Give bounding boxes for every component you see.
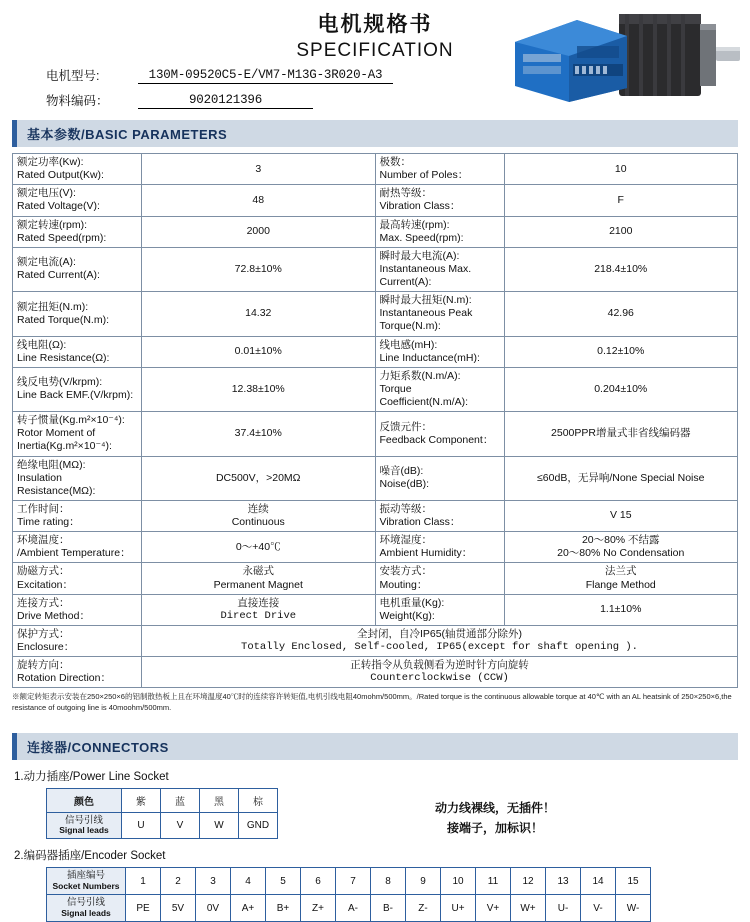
signal-cell: Z- — [406, 895, 441, 922]
param-label — [375, 216, 504, 247]
socket-number-cell: 1 — [126, 868, 161, 895]
param-label-en: Line Resistance(Ω): — [17, 351, 110, 364]
param-label — [375, 563, 504, 594]
socket-number-cell: 10 — [441, 868, 476, 895]
signal-cell: U — [122, 812, 161, 839]
signal-cell: B+ — [266, 895, 301, 922]
param-label-en: Time rating： — [17, 516, 80, 528]
param-value-en: Continuous — [231, 516, 285, 528]
param-label-cn: 额定电流(A): — [17, 256, 76, 269]
footnote: ※额定转矩表示安装在250×250×6的铝制散热板上且在环境温度40℃时的连续容许转矩值,电机引线电阻40mohm/500mm。/Rated torque is the continuous allowable torque at 40℃ with an AL heatsink of 250×250×6,the resistance of outgoing line is 40moohm/500mm. — [12, 692, 732, 712]
param-label — [13, 594, 142, 625]
model-info — [46, 66, 393, 116]
param-label-cn: 旋转方向： — [17, 659, 70, 672]
param-label-en: Line Back EMF.(V/krpm): — [17, 389, 134, 402]
param-value: 10 — [504, 154, 738, 185]
socket-number-cell: 5 — [266, 868, 301, 895]
param-label — [13, 500, 142, 531]
model-number-value: 130M-09520C5-E/VM7-M13G-3R020-A3 — [138, 68, 393, 84]
material-code-value: 9020121396 — [138, 93, 313, 109]
param-label-cn: 额定功率(Kw): — [17, 156, 84, 168]
param-value — [504, 563, 738, 594]
param-label-en: Torque Coefficient(N.m/A): — [379, 382, 468, 408]
param-label-cn: 电机重量(Kg): — [379, 596, 445, 609]
param-label — [13, 247, 142, 291]
signal-cell: W — [200, 812, 239, 839]
param-value — [142, 657, 738, 688]
param-label — [375, 154, 504, 185]
param-value: DC500V，>20MΩ — [142, 456, 376, 500]
table-row — [13, 625, 738, 656]
param-label-cn: 保护方式： — [17, 627, 70, 640]
socket-numbers-header-en: Socket Numbers — [52, 880, 120, 891]
power-line-note — [380, 798, 610, 839]
param-value: 2000 — [142, 216, 376, 247]
param-value: 0.204±10% — [504, 367, 738, 411]
param-value: 72.8±10% — [142, 247, 376, 291]
param-label — [13, 657, 142, 688]
power-socket-block — [0, 788, 750, 840]
param-value-en: Counterclockwise (CCW) — [370, 672, 509, 685]
param-label — [13, 154, 142, 185]
param-label — [375, 500, 504, 531]
param-value-cn: 永磁式 — [242, 565, 274, 578]
color-cell: 黑 — [200, 788, 239, 812]
material-code-label: 物料编码： — [46, 94, 109, 108]
param-label — [13, 625, 142, 656]
param-label-en: Instantaneous Peak Torque(N.m): — [379, 307, 473, 333]
param-label-cn: 额定转速(rpm): — [17, 218, 87, 231]
param-value: 0.01±10% — [142, 336, 376, 367]
socket-number-cell: 11 — [476, 868, 511, 895]
document-header — [0, 0, 750, 120]
param-label-en: Insulation Resistance(MΩ): — [17, 471, 96, 497]
param-value — [142, 563, 376, 594]
param-label-en: Max. Speed(rpm): — [379, 231, 464, 244]
socket-number-cell: 14 — [581, 868, 616, 895]
param-label-en: Excitation： — [17, 578, 74, 591]
param-value-en: Totally Enclosed, Self-cooled, IP65(except for shaft opening ). — [241, 641, 638, 653]
signal-cell: PE — [126, 895, 161, 922]
basic-parameters-table — [12, 153, 738, 688]
param-label-cn: 反馈元件： — [379, 420, 432, 433]
param-value — [142, 625, 738, 656]
table-row — [13, 500, 738, 531]
table-row — [13, 247, 738, 291]
socket-numbers-header — [47, 868, 126, 895]
socket-number-cell: 13 — [546, 868, 581, 895]
param-label — [375, 456, 504, 500]
param-value-cn: 法兰式 — [605, 565, 637, 578]
signal-cell: U+ — [441, 895, 476, 922]
param-label-en: Line Inductance(mH): — [379, 351, 480, 364]
motor-photo — [507, 2, 742, 112]
param-value: ≤60dB，无异响/None Special Noise — [504, 456, 738, 500]
param-label-en: Rotation Direction： — [17, 672, 111, 685]
param-label-cn: 励磁方式： — [17, 565, 70, 578]
param-label — [375, 594, 504, 625]
signal-cell: GND — [239, 812, 278, 839]
param-label — [375, 367, 504, 411]
param-label-en: Feedback Component： — [379, 433, 494, 446]
socket-number-cell: 3 — [196, 868, 231, 895]
signal-cell: A- — [336, 895, 371, 922]
param-label-en: Rated Speed(rpm): — [17, 231, 107, 244]
socket-number-cell: 9 — [406, 868, 441, 895]
page-title-cn: 电机规格书 — [317, 13, 433, 36]
param-label-en: Rotor Moment of Inertia(Kg.m²×10⁻⁴): — [17, 427, 112, 453]
socket-number-cell: 4 — [231, 868, 266, 895]
param-label-en: Mouting： — [379, 578, 428, 591]
param-label — [13, 563, 142, 594]
param-label — [13, 216, 142, 247]
signal-cell: V — [161, 812, 200, 839]
param-label-cn: 最高转速(rpm): — [379, 218, 450, 231]
param-label-en: Rated Torque(N.m): — [17, 313, 110, 326]
param-value: 42.96 — [504, 292, 738, 336]
param-value — [142, 594, 376, 625]
param-value-en: Permanent Magnet — [213, 578, 303, 591]
param-label-cn: 噪音(dB): — [379, 465, 424, 478]
param-value: 48 — [142, 185, 376, 216]
param-label-en: Vibration Class： — [379, 200, 461, 213]
param-value: 2500PPR增量式非省线编码器 — [504, 412, 738, 456]
param-value: 14.32 — [142, 292, 376, 336]
param-label-cn: 线电感(mH): — [379, 338, 438, 351]
table-row — [47, 895, 651, 922]
param-label — [375, 247, 504, 291]
table-row — [13, 216, 738, 247]
signal-cell: B- — [371, 895, 406, 922]
param-label — [13, 292, 142, 336]
param-value: 1.1±10% — [504, 594, 738, 625]
signal-cell: U- — [546, 895, 581, 922]
signal-cell: Z+ — [301, 895, 336, 922]
param-value: 0.12±10% — [504, 336, 738, 367]
socket-number-cell: 7 — [336, 868, 371, 895]
param-label-cn: 转子惯量(Kg.m²×10⁻⁴): — [17, 414, 125, 427]
param-label-cn: 环境温度： — [17, 534, 70, 547]
signal-cell: V- — [581, 895, 616, 922]
param-label-en: Instantaneous Max. Current(A): — [379, 262, 472, 288]
param-label-en: Drive Method： — [17, 609, 90, 622]
param-label-en: Ambient Humidity： — [379, 547, 473, 560]
table-row — [47, 788, 278, 812]
param-label-cn: 线电阻(Ω): — [17, 338, 67, 351]
page-title-en: SPECIFICATION — [296, 40, 454, 61]
param-label-cn: 振动等级： — [379, 502, 432, 515]
param-label-en: Number of Poles： — [379, 169, 469, 182]
power-line-table — [46, 788, 278, 840]
signal-leads-header-en: Signal leads — [59, 825, 109, 836]
section-connectors: 连接器/CONNECTORS — [12, 733, 738, 760]
param-value: V 15 — [504, 500, 738, 531]
signal-leads-header-cn: 信号引线 — [66, 897, 105, 909]
param-label — [375, 292, 504, 336]
param-label-cn: 额定电压(V): — [17, 187, 76, 200]
param-value-en: Flange Method — [585, 578, 656, 591]
param-label-en: Enclosure： — [17, 641, 75, 653]
param-label-cn: 瞬时最大电流(A): — [379, 249, 460, 262]
color-header: 颜色 — [47, 788, 122, 812]
param-label-en: Vibration Class： — [379, 516, 461, 528]
param-label-en: Weight(Kg): — [379, 609, 435, 622]
param-label — [375, 185, 504, 216]
param-label — [375, 412, 504, 456]
param-value: 12.38±10% — [142, 367, 376, 411]
param-label-cn: 力矩系数(N.m/A): — [379, 369, 461, 382]
signal-cell: V+ — [476, 895, 511, 922]
table-row — [13, 367, 738, 411]
signal-leads-header — [47, 895, 126, 922]
color-cell: 紫 — [122, 788, 161, 812]
param-label-cn: 极数： — [379, 156, 411, 168]
param-label — [375, 336, 504, 367]
table-row — [13, 532, 738, 563]
param-label-en: Rated Output(Kw): — [17, 169, 104, 182]
table-row — [13, 657, 738, 688]
param-label-en: Rated Current(A): — [17, 269, 100, 282]
param-value — [504, 532, 738, 563]
param-label — [13, 185, 142, 216]
encoder-socket-table — [46, 867, 651, 922]
param-label-cn: 线反电势(V/krpm): — [17, 376, 103, 389]
signal-cell: 5V — [161, 895, 196, 922]
param-value-cn: 正转指令从负载侧看为逆时针方向旋转 — [350, 659, 529, 672]
socket-numbers-header-cn: 插座编号 — [66, 870, 105, 882]
table-row — [13, 456, 738, 500]
material-code-row — [46, 91, 393, 109]
model-number-label: 电机型号: — [46, 69, 100, 83]
color-cell: 棕 — [239, 788, 278, 812]
param-label-cn: 瞬时最大扭矩(N.m): — [379, 294, 472, 307]
param-label — [13, 367, 142, 411]
socket-number-cell: 6 — [301, 868, 336, 895]
param-value: 2100 — [504, 216, 738, 247]
table-row — [13, 185, 738, 216]
param-label-en: Rated Voltage(V): — [17, 200, 100, 213]
param-value: 3 — [142, 154, 376, 185]
model-number-row — [46, 66, 393, 84]
signal-leads-header-en: Signal leads — [61, 907, 111, 918]
param-value-en: 20～80% No Condensation — [557, 547, 685, 560]
param-label — [13, 412, 142, 456]
param-label-cn: 连接方式： — [17, 596, 70, 609]
param-label-en: /Ambient Temperature： — [17, 547, 131, 560]
param-label — [13, 456, 142, 500]
signal-leads-header-cn: 信号引线 — [64, 814, 103, 826]
signal-cell: W+ — [511, 895, 546, 922]
param-value — [142, 500, 376, 531]
param-label-cn: 环境湿度： — [379, 534, 432, 547]
table-row — [47, 812, 278, 839]
param-label-cn: 耐热等级： — [379, 187, 432, 200]
param-value-cn: 20～80% 不结露 — [581, 534, 660, 547]
color-cell: 蓝 — [161, 788, 200, 812]
param-value-cn: 直接连接 — [237, 596, 280, 609]
socket-number-cell: 12 — [511, 868, 546, 895]
power-line-note-line2: 接端子，加标识！ — [446, 821, 543, 836]
param-value: 218.4±10% — [504, 247, 738, 291]
socket-number-cell: 15 — [616, 868, 651, 895]
table-row — [13, 412, 738, 456]
signal-cell: W- — [616, 895, 651, 922]
param-label — [13, 336, 142, 367]
param-value: 0～+40℃ — [142, 532, 376, 563]
param-label-cn: 工作时间： — [17, 502, 70, 515]
signal-leads-header — [47, 812, 122, 839]
table-row — [13, 563, 738, 594]
param-label-cn: 绝缘电阻(MΩ): — [17, 458, 86, 471]
signal-cell: A+ — [231, 895, 266, 922]
param-label-cn: 额定扭矩(N.m): — [17, 300, 89, 313]
power-line-note-line1: 动力线裸线，无插件！ — [434, 800, 555, 815]
socket-number-cell: 8 — [371, 868, 406, 895]
table-row — [47, 868, 651, 895]
table-row — [13, 336, 738, 367]
table-row — [13, 594, 738, 625]
param-label — [13, 532, 142, 563]
param-value: F — [504, 185, 738, 216]
param-label-en: Noise(dB): — [379, 478, 430, 491]
param-value-en: Direct Drive — [220, 609, 297, 622]
table-row — [13, 154, 738, 185]
param-value-cn: 全封闭，自冷IP65(轴贯通部分除外) — [356, 627, 523, 640]
encoder-socket-title: 2.编码器插座/Encoder Socket — [14, 850, 166, 863]
section-basic-parameters: 基本参数/BASIC PARAMETERS — [12, 120, 738, 147]
param-label-cn: 安装方式： — [379, 565, 432, 578]
table-row — [13, 292, 738, 336]
signal-cell: 0V — [196, 895, 231, 922]
param-label — [375, 532, 504, 563]
socket-number-cell: 2 — [161, 868, 196, 895]
power-socket-title: 1.动力插座/Power Line Socket — [14, 770, 169, 783]
param-value: 37.4±10% — [142, 412, 376, 456]
param-value-cn: 连续 — [247, 502, 269, 515]
